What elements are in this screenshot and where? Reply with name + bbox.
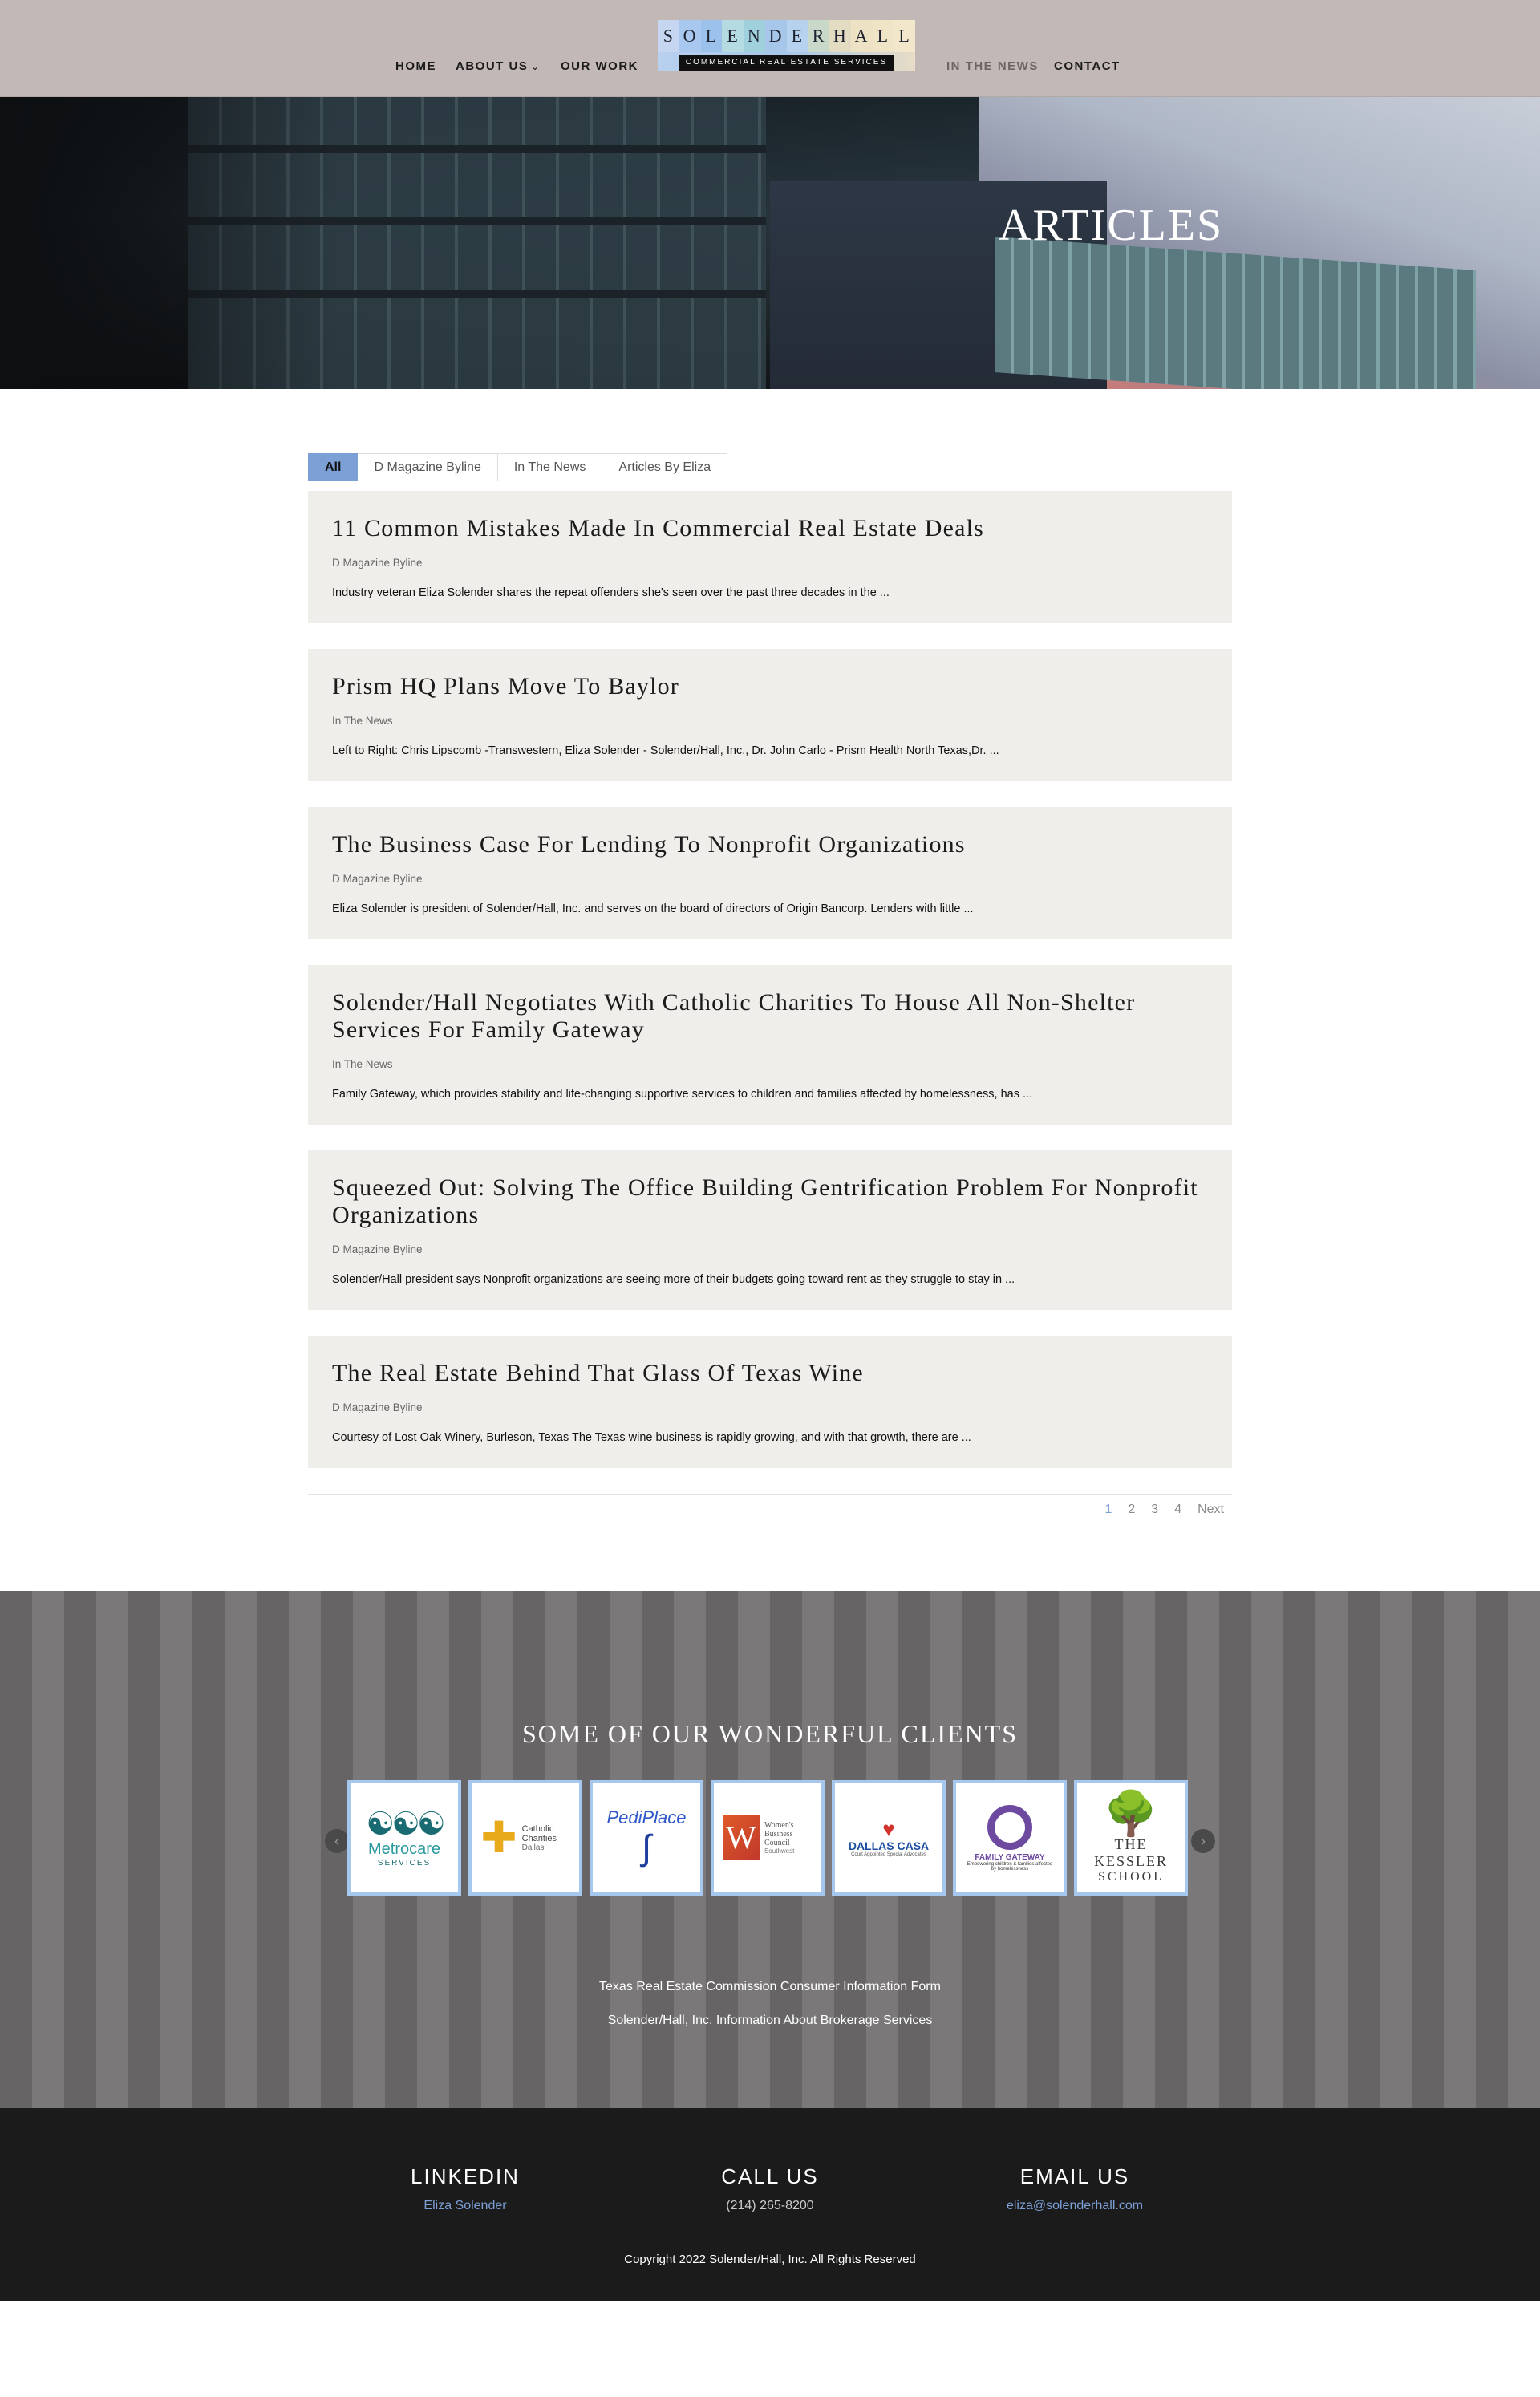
footer-call <box>650 2164 890 2213</box>
article-category[interactable]: D Magazine Byline <box>332 1401 423 1413</box>
page-title: ARTICLES <box>999 201 1224 250</box>
footer-linkedin-heading: LINKEDIN <box>411 2164 520 2188</box>
article-title[interactable]: Solender/Hall Negotiates With Catholic Charities To House All Non-Shelter Services For Family Gateway <box>332 989 1136 1043</box>
client-links <box>0 1980 1540 2047</box>
article-card <box>308 1336 1232 1468</box>
logo-letter: D <box>765 20 787 52</box>
page-link-1[interactable]: 1 <box>1104 1503 1112 1516</box>
article-excerpt: Industry veteran Eliza Solender shares the repeat offenders she's seen over the past three decades in the ... <box>332 586 890 599</box>
copyright: Copyright 2022 Solender/Hall, Inc. All Rights Reserved <box>624 2253 916 2266</box>
article-card <box>308 491 1232 623</box>
trec-consumer-form-link[interactable]: Texas Real Estate Commission Consumer Information Form <box>599 1980 941 1993</box>
client-logo-family-gateway[interactable] <box>953 1780 1067 1896</box>
logo-letter: L <box>894 20 915 52</box>
client-logo-womens-business-council[interactable] <box>711 1780 825 1896</box>
site-footer <box>0 2108 1540 2301</box>
brokerage-services-link[interactable]: Solender/Hall, Inc. Information About Brokerage Services <box>607 2014 933 2027</box>
page-link-4[interactable]: 4 <box>1174 1503 1182 1516</box>
client-logo-carousel <box>347 1780 1189 1896</box>
client-sub: Court Appointed Special Advocates <box>851 1852 926 1857</box>
filter-in-the-news[interactable]: In The News <box>498 453 603 481</box>
client-name: Women's Business Council <box>764 1821 794 1847</box>
pagination <box>308 1495 1232 1591</box>
logo-letter: A <box>851 20 873 52</box>
phone-number: (214) 265-8200 <box>726 2199 814 2212</box>
hero-banner <box>0 97 1540 389</box>
client-sub: Dallas <box>521 1843 545 1852</box>
article-category[interactable]: In The News <box>332 715 393 727</box>
nav-contact[interactable]: CONTACT <box>1054 59 1121 73</box>
client-name: DALLAS CASA <box>848 1839 930 1852</box>
client-sub: Southwest <box>764 1847 795 1855</box>
article-excerpt: Courtesy of Lost Oak Winery, Burleson, Texas The Texas wine business is rapidly growing, and with that growth, there are ... <box>332 1431 971 1444</box>
logo-letter: S <box>658 20 679 52</box>
client-logo-dallas-casa[interactable] <box>832 1780 946 1896</box>
stethoscope-icon: ∫ <box>641 1828 652 1868</box>
filter-d-magazine-byline[interactable]: D Magazine Byline <box>358 453 497 481</box>
footer-email-heading: EMAIL US <box>1019 2164 1130 2188</box>
article-card <box>308 1150 1232 1310</box>
logo-letter: N <box>744 20 765 52</box>
article-card <box>308 649 1232 781</box>
logo-letter: E <box>787 20 808 52</box>
article-excerpt: Family Gateway, which provides stability and life-changing supportive services to children and families affected by homelessness, has ... <box>332 1088 1033 1101</box>
filter-articles-by-eliza[interactable]: Articles By Eliza <box>602 453 727 481</box>
family-gateway-ring-icon <box>987 1805 1032 1850</box>
chevron-down-icon: ⌄ <box>531 63 541 72</box>
client-logo-pediplace[interactable] <box>590 1780 703 1896</box>
logo-letter: O <box>679 20 701 52</box>
w-mark-icon: W <box>723 1815 760 1860</box>
carousel-next-arrow-icon[interactable]: › <box>1191 1829 1215 1853</box>
clients-section <box>0 1591 1540 2108</box>
article-title[interactable]: The Business Case For Lending To Nonprofit Organizations <box>332 831 966 858</box>
article-excerpt: Solender/Hall president says Nonprofit organizations are seeing more of their budgets going toward rent as they struggle to stay in ... <box>332 1273 1015 1286</box>
article-category[interactable]: D Magazine Byline <box>332 873 423 885</box>
filter-all[interactable]: All <box>308 453 358 481</box>
cross-icon: ✚ <box>480 1814 517 1862</box>
client-name: PediPlace <box>606 1807 687 1827</box>
tree-icon: 🌳 <box>1104 1790 1158 1838</box>
metrocare-people-icon: ☯☯☯ <box>366 1807 443 1842</box>
client-sub: Empowering children & families affected by homelessness <box>967 1861 1053 1872</box>
nav-about-us-label: ABOUT US <box>456 59 529 73</box>
page-link-2[interactable]: 2 <box>1128 1503 1136 1516</box>
hero-shadow <box>0 97 337 389</box>
logo-letter: L <box>701 20 723 52</box>
logo-wordmark <box>658 20 915 52</box>
solender-hall-logo[interactable] <box>658 20 915 71</box>
article-category[interactable]: D Magazine Byline <box>332 557 423 569</box>
article-title[interactable]: The Real Estate Behind That Glass Of Texas Wine <box>332 1360 864 1386</box>
logo-letter: R <box>808 20 829 52</box>
linkedin-link[interactable]: Eliza Solender <box>424 2199 507 2212</box>
footer-linkedin <box>345 2164 586 2213</box>
carousel-prev-arrow-icon[interactable]: ‹ <box>325 1829 349 1853</box>
nav-home[interactable]: HOME <box>395 59 436 73</box>
client-logo-catholic-charities[interactable] <box>468 1780 582 1896</box>
next-page-link[interactable]: Next <box>1198 1503 1224 1516</box>
category-filter-bar <box>308 453 1232 481</box>
articles-section <box>308 389 1232 1591</box>
logo-letter: H <box>829 20 851 52</box>
footer-email <box>954 2164 1195 2213</box>
client-sub: SCHOOL <box>1097 1870 1164 1884</box>
article-excerpt: Left to Right: Chris Lipscomb -Transwestern, Eliza Solender - Solender/Hall, Inc., Dr. John Carlo - Prism Health North Texas,Dr. ... <box>332 744 999 757</box>
client-name: THE KESSLER <box>1093 1836 1168 1869</box>
logo-tagline: COMMERCIAL REAL ESTATE SERVICES <box>679 55 894 71</box>
article-card <box>308 965 1232 1125</box>
article-category[interactable]: In The News <box>332 1058 393 1070</box>
nav-about-us[interactable] <box>456 59 540 73</box>
logo-letter: E <box>722 20 744 52</box>
article-excerpt: Eliza Solender is president of Solender/Hall, Inc. and serves on the board of directors of Origin Bancorp. Lenders with little ... <box>332 902 974 915</box>
nav-our-work[interactable]: OUR WORK <box>561 59 638 73</box>
nav-in-the-news[interactable]: IN THE NEWS <box>946 59 1039 73</box>
email-link[interactable]: eliza@solenderhall.com <box>1006 2199 1144 2212</box>
client-sub: SERVICES <box>377 1859 432 1868</box>
client-name: FAMILY GATEWAY <box>975 1852 1045 1862</box>
client-logo-metrocare[interactable] <box>347 1780 461 1896</box>
client-name: Metrocare <box>367 1840 441 1858</box>
client-logo-kessler-school[interactable] <box>1074 1780 1188 1896</box>
clients-heading: SOME OF OUR WONDERFUL CLIENTS <box>521 1719 1019 1748</box>
page-link-3[interactable]: 3 <box>1151 1503 1159 1516</box>
client-name: Catholic Charities <box>521 1823 557 1843</box>
article-card <box>308 807 1232 939</box>
logo-letter: L <box>873 20 894 52</box>
article-title[interactable]: Squeezed Out: Solving The Office Building Gentrification Problem For Nonprofit Organizations <box>332 1174 1198 1228</box>
article-category[interactable]: D Magazine Byline <box>332 1243 423 1255</box>
heart-person-icon: ♥ <box>882 1817 895 1841</box>
footer-call-heading: CALL US <box>721 2164 819 2188</box>
article-title[interactable]: 11 Common Mistakes Made In Commercial Real Estate Deals <box>332 515 985 541</box>
site-header <box>0 0 1540 97</box>
article-title[interactable]: Prism HQ Plans Move To Baylor <box>332 673 679 700</box>
